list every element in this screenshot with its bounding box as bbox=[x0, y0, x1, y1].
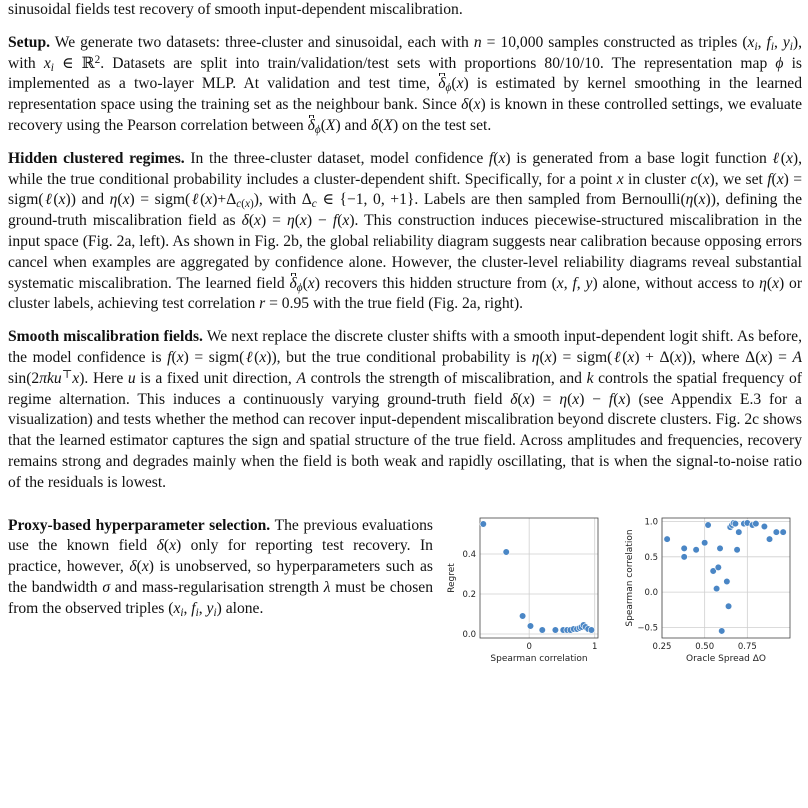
y-axis-label: Regret bbox=[447, 562, 457, 593]
data-point bbox=[503, 548, 510, 555]
y-tick-label: 0.5 bbox=[644, 552, 658, 563]
data-point bbox=[761, 523, 768, 530]
data-point bbox=[780, 528, 787, 535]
data-point bbox=[588, 626, 595, 633]
section-clustered: Hidden clustered regimes. In the three-cluster dataset, model confidence f(x) is generated from a base logit function ℓ(x), while the true conditional probability includes a cluster-dependent shift. Specifically, for a point x in cluster c(x), we set f(x) = sigm(ℓ(x)) and $\eta(x) = sigm(\ell(x)+\Delta_{c(x)})$, with $\Delta_c$ ∈ {−1, 0, +1}. Labels are then sampled from Bernoulli(η(x)), defining the ground-truth miscalibration field as δ(x) = η(x) − f(x). This construction induces piecewise-structured miscalibration in the input space (Fig. 2a, left). As shown in Fig. 2b, the global reliability diagram suggests near calibration because opposing errors cancel when examples are aggregated by confidence alone. However, the cluster-level reliability diagrams reveal substantial systematic miscalibration. The learned field $\delta_\phi(x)$ recovers this hidden structure from (x, f, y) alone, without access to η(x) or cluster labels, achieving test correlation r = 0.95 with the true field (Fig. 2a, right). bbox=[8, 149, 803, 313]
data-point bbox=[681, 553, 688, 560]
intro-tail: sinusoidal fields test recovery of smooth input-dependent miscalibration. bbox=[8, 1, 463, 18]
x-tick-label: 0.50 bbox=[695, 641, 715, 652]
data-point bbox=[766, 535, 773, 542]
data-point bbox=[519, 612, 526, 619]
data-point bbox=[715, 564, 722, 571]
figure-scatter-plots bbox=[440, 510, 800, 678]
data-point bbox=[701, 539, 708, 546]
data-point bbox=[705, 521, 712, 528]
paper-page bbox=[8, 0, 803, 664]
bottom-region bbox=[8, 516, 802, 664]
data-point bbox=[552, 626, 559, 633]
data-point bbox=[753, 520, 760, 527]
y-tick-label: 0.0 bbox=[462, 629, 476, 640]
x-tick-label: 1 bbox=[592, 641, 598, 652]
section-setup: Setup. We generate two datasets: three-cluster and sinusoidal, each with n = 10,000 samples constructed as triples ($x_i$, $f_i$, $y_i$), with $x_i$ ∈ ℝ$^2$. Datasets are split into train/validation/test sets with proportions 80/10/10. The representation map ϕ is implemented as a two-layer MLP. At validation and test time, $\delta_\phi(x)$ is estimated by kernel smoothing in the learned representation space using the training set as the neighbour bank. Since δ(x) is known in these controlled settings, we evaluate recovery using the Pearson correlation between $\delta_\phi(X)$ and δ(X) on the test set. bbox=[8, 33, 802, 136]
data-point bbox=[480, 520, 487, 527]
section-proxy: Proxy-based hyperparameter selection. The previous evaluations use the known field δ(x) only for reporting test recovery. In practice, however, δ(x) is unobserved, so hyperparameters such as the bandwidth σ and mass-regularisation strength λ must be chosen from the observed triples ($x_i$, $f_i$, $y_i$) alone. bbox=[8, 516, 434, 619]
y-tick-label: −0.5 bbox=[637, 622, 658, 633]
heading-proxy: Proxy-based hyperparameter selection. bbox=[8, 516, 271, 534]
x-tick-label: 0 bbox=[526, 641, 532, 652]
data-point bbox=[725, 602, 732, 609]
data-point bbox=[713, 585, 720, 592]
data-point bbox=[732, 520, 739, 527]
data-point bbox=[681, 545, 688, 552]
data-point bbox=[717, 545, 724, 552]
y-tick-label: 0.4 bbox=[462, 549, 476, 560]
data-point bbox=[736, 528, 743, 535]
x-axis-label: Oracle Spread ΔO bbox=[686, 653, 766, 664]
heading-setup: Setup. bbox=[8, 33, 51, 51]
y-axis-label: Spearman correlation bbox=[625, 528, 635, 627]
heading-clustered: Hidden clustered regimes. bbox=[8, 149, 185, 167]
data-point bbox=[773, 528, 780, 535]
data-point bbox=[693, 546, 700, 553]
y-tick-label: 1.0 bbox=[644, 517, 658, 528]
x-tick-label: 0.25 bbox=[652, 641, 672, 652]
data-point bbox=[664, 535, 671, 542]
plot-regret-vs-spearman bbox=[447, 518, 598, 664]
data-point bbox=[539, 626, 546, 633]
y-tick-label: 0.2 bbox=[462, 589, 476, 600]
section-smooth: Smooth miscalibration fields. We next replace the discrete cluster shifts with a smooth input-dependent logit shift. As before, the model confidence is f(x) = sigm(ℓ(x)), but the true conditional probability is η(x) = sigm(ℓ(x) + Δ(x)), where Δ(x) = A sin(2πku⊤x). Here u is a fixed unit direction, A controls the strength of miscalibration, and k controls the spatial frequency of regime alternation. This induces a continuously varying ground-truth field δ(x) = η(x) − f(x) (see Appendix E.3 for a visualization) and tests whether the method can recover input-dependent miscalibration beyond discrete clusters. Fig. 2c shows that the learned estimator captures the sign and spatial structure of the true field. Across amplitudes and frequencies, recovery remains strong and degrades mainly when the field is both weak and rapidly oscillating, that is when the signal-to-noise ratio of the residuals is lowest. bbox=[8, 328, 802, 491]
heading-smooth: Smooth miscalibration fields. bbox=[8, 328, 203, 346]
data-point bbox=[527, 622, 534, 629]
x-tick-label: 0.75 bbox=[737, 641, 757, 652]
data-point bbox=[734, 546, 741, 553]
y-tick-label: 0.0 bbox=[644, 587, 658, 598]
x-axis-label: Spearman correlation bbox=[490, 653, 588, 664]
plot-spearman-vs-oracle-spread bbox=[625, 517, 790, 663]
data-point bbox=[724, 578, 731, 585]
plot-frame bbox=[480, 518, 598, 638]
data-point bbox=[718, 627, 725, 634]
